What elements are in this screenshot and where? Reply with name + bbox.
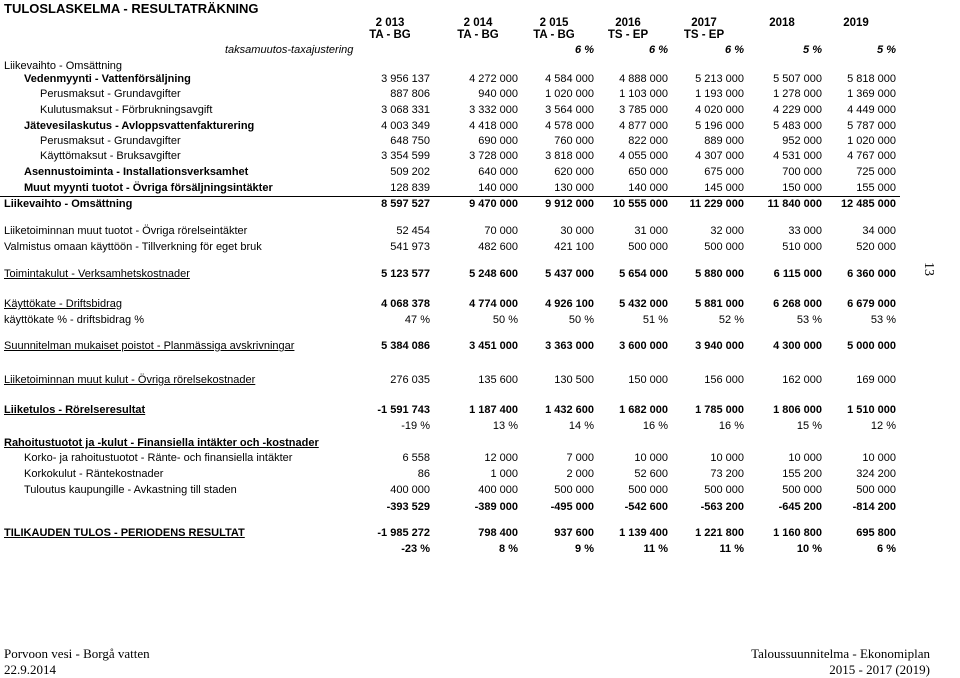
value-cell: 3 956 137 <box>381 73 430 85</box>
year-column-header <box>588 17 668 42</box>
value-cell: 3 728 000 <box>469 150 518 162</box>
value-cell: 3 564 000 <box>545 104 594 116</box>
value-cell: -814 200 <box>852 501 896 513</box>
year-column-header <box>514 17 594 42</box>
value-cell: 1 020 000 <box>545 88 594 100</box>
value-cell: 5 437 000 <box>545 268 594 280</box>
year-label: 2016 <box>615 17 641 29</box>
value-cell: 33 000 <box>788 225 822 237</box>
value-cell: -645 200 <box>778 501 822 513</box>
row-label: käyttökate % - driftsbidrag % <box>4 314 145 326</box>
value-cell: 155 000 <box>856 182 896 194</box>
value-cell: 130 000 <box>554 182 594 194</box>
value-cell: 4 068 378 <box>381 298 430 310</box>
value-cell: 725 000 <box>856 166 896 178</box>
value-cell: 14 % <box>568 420 594 432</box>
value-cell: 4 307 000 <box>695 150 744 162</box>
row-label: taksamuutos-taxajustering <box>225 44 354 56</box>
value-cell: 400 000 <box>478 484 518 496</box>
value-cell: 4 767 000 <box>847 150 896 162</box>
value-cell: 70 000 <box>484 225 518 237</box>
value-cell: 10 000 <box>788 452 822 464</box>
value-cell: 73 200 <box>710 468 744 480</box>
value-cell: 3 600 000 <box>619 340 668 352</box>
value-cell: 675 000 <box>704 166 744 178</box>
row-label: Liikevaihto - Omsättning <box>4 60 122 72</box>
value-cell: 690 000 <box>478 135 518 147</box>
value-cell: 140 000 <box>478 182 518 194</box>
value-cell: 11 % <box>719 543 744 555</box>
value-cell: 3 354 599 <box>381 150 430 162</box>
value-cell: 1 369 000 <box>847 88 896 100</box>
value-cell: 1 160 800 <box>773 527 822 539</box>
value-cell: 11 % <box>643 543 668 555</box>
value-cell: 937 600 <box>554 527 594 539</box>
value-cell: 482 600 <box>478 241 518 253</box>
year-label: 2 013 <box>375 17 405 29</box>
value-cell: 6 % <box>725 44 744 56</box>
value-cell: -393 529 <box>386 501 430 513</box>
value-cell: 5 654 000 <box>619 268 668 280</box>
value-cell: 1 139 400 <box>619 527 668 539</box>
value-cell: 500 000 <box>782 484 822 496</box>
year-label: 2017 <box>691 17 717 29</box>
value-cell: 324 200 <box>856 468 896 480</box>
plan-tag: TA - BG <box>457 29 499 41</box>
value-cell: 1 187 400 <box>469 404 518 416</box>
value-cell: 5 384 086 <box>381 340 430 352</box>
value-cell: 5 213 000 <box>695 73 744 85</box>
plan-tag: TA - BG <box>369 29 411 41</box>
plan-tag <box>742 29 822 42</box>
value-cell: 140 000 <box>628 182 668 194</box>
page-title: TULOSLASKELMA - RESULTATRÄKNING <box>4 1 259 16</box>
page-number: 13 <box>921 262 936 276</box>
value-cell: 16 % <box>642 420 668 432</box>
value-cell: 169 000 <box>856 374 896 386</box>
value-cell: -1 591 743 <box>377 404 430 416</box>
value-cell: 150 000 <box>782 182 822 194</box>
value-cell: 5 881 000 <box>695 298 744 310</box>
value-cell: 500 000 <box>704 484 744 496</box>
value-cell: 7 000 <box>566 452 594 464</box>
value-cell: 12 485 000 <box>840 198 896 210</box>
value-cell: 940 000 <box>478 88 518 100</box>
value-cell: -23 % <box>401 543 430 555</box>
value-cell: 128 839 <box>390 182 430 194</box>
row-label: Korkokulut - Räntekostnader <box>24 468 164 480</box>
value-cell: 6 % <box>575 44 594 56</box>
value-cell: 500 000 <box>704 241 744 253</box>
value-cell: 32 000 <box>710 225 744 237</box>
value-cell: 6 % <box>649 44 668 56</box>
value-cell: 8 % <box>499 543 518 555</box>
value-cell: 4 449 000 <box>847 104 896 116</box>
value-cell: 1 000 <box>490 468 518 480</box>
value-cell: 5 248 600 <box>469 268 518 280</box>
value-cell: 650 000 <box>628 166 668 178</box>
value-cell: 509 202 <box>390 166 430 178</box>
value-cell: 10 000 <box>634 452 668 464</box>
value-cell: 1 193 000 <box>695 88 744 100</box>
value-cell: 5 787 000 <box>847 120 896 132</box>
value-cell: 1 510 000 <box>847 404 896 416</box>
value-cell: 5 % <box>877 44 896 56</box>
row-label: Muut myynti tuotot - Övriga försäljningsintäkter <box>24 182 273 194</box>
value-cell: 156 000 <box>704 374 744 386</box>
value-cell: 6 360 000 <box>847 268 896 280</box>
row-label: Toimintakulut - Verksamhetskostnader <box>4 268 190 280</box>
value-cell: 4 584 000 <box>545 73 594 85</box>
value-cell: 700 000 <box>782 166 822 178</box>
value-cell: 4 003 349 <box>381 120 430 132</box>
value-cell: 6 268 000 <box>773 298 822 310</box>
year-label: 2 014 <box>463 17 493 29</box>
value-cell: 500 000 <box>856 484 896 496</box>
value-cell: 4 926 100 <box>545 298 594 310</box>
value-cell: 760 000 <box>554 135 594 147</box>
value-cell: 5 000 000 <box>847 340 896 352</box>
value-cell: -563 200 <box>700 501 744 513</box>
value-cell: 889 000 <box>704 135 744 147</box>
value-cell: 4 418 000 <box>469 120 518 132</box>
value-cell: -1 985 272 <box>377 527 430 539</box>
value-cell: 135 600 <box>478 374 518 386</box>
value-cell: 3 451 000 <box>469 340 518 352</box>
value-cell: 6 558 <box>402 452 430 464</box>
value-cell: 12 000 <box>484 452 518 464</box>
value-cell: 500 000 <box>628 484 668 496</box>
value-cell: 4 578 000 <box>545 120 594 132</box>
value-cell: 952 000 <box>782 135 822 147</box>
footer-period: 2015 - 2017 (2019) <box>829 662 930 677</box>
value-cell: 5 123 577 <box>381 268 430 280</box>
value-cell: 3 363 000 <box>545 340 594 352</box>
row-label: Vedenmyynti - Vattenförsäljning <box>24 73 191 85</box>
value-cell: 4 774 000 <box>469 298 518 310</box>
value-cell: 130 500 <box>554 374 594 386</box>
value-cell: 4 272 000 <box>469 73 518 85</box>
row-label: Suunnitelman mukaiset poistot - Planmässiga avskrivningar <box>4 340 295 352</box>
year-column-header <box>350 17 430 42</box>
row-label: Perusmaksut - Grundavgifter <box>40 135 181 147</box>
value-cell: 3 068 331 <box>381 104 430 116</box>
value-cell: 5 196 000 <box>695 120 744 132</box>
value-cell: 9 % <box>575 543 594 555</box>
value-cell: 1 278 000 <box>773 88 822 100</box>
value-cell: 162 000 <box>782 374 822 386</box>
value-cell: 34 000 <box>862 225 896 237</box>
value-cell: 1 785 000 <box>695 404 744 416</box>
value-cell: -19 % <box>401 420 430 432</box>
value-cell: 648 750 <box>390 135 430 147</box>
value-cell: 5 483 000 <box>773 120 822 132</box>
row-label: Liiketulos - Rörelseresultat <box>4 404 146 416</box>
value-cell: 6 115 000 <box>773 268 822 280</box>
value-cell: 276 035 <box>390 374 430 386</box>
value-cell: 10 000 <box>710 452 744 464</box>
plan-tag: TS - EP <box>683 29 725 41</box>
value-cell: 4 888 000 <box>619 73 668 85</box>
row-label: Liikevaihto - Omsättning <box>4 198 133 210</box>
value-cell: 3 332 000 <box>469 104 518 116</box>
value-cell: 8 597 527 <box>381 198 430 210</box>
row-label: Käyttömaksut - Bruksavgifter <box>40 150 181 162</box>
year-column-header <box>438 17 518 42</box>
value-cell: 500 000 <box>628 241 668 253</box>
value-cell: 6 679 000 <box>847 298 896 310</box>
row-label: Käyttökate - Driftsbidrag <box>4 298 122 310</box>
value-cell: 4 229 000 <box>773 104 822 116</box>
year-label: 2 015 <box>539 17 569 29</box>
year-column-header <box>664 17 744 42</box>
value-cell: 11 840 000 <box>767 198 822 210</box>
plan-tag <box>816 29 896 42</box>
row-separator <box>0 196 900 197</box>
value-cell: 5 432 000 <box>619 298 668 310</box>
value-cell: 421 100 <box>554 241 594 253</box>
row-label: Liiketoiminnan muut tuotot - Övriga rörelseintäkter <box>4 225 248 237</box>
value-cell: 155 200 <box>782 468 822 480</box>
value-cell: 3 785 000 <box>619 104 668 116</box>
value-cell: 510 000 <box>782 241 822 253</box>
row-label: Kulutusmaksut - Förbrukningsavgift <box>40 104 213 116</box>
value-cell: 52 600 <box>634 468 668 480</box>
value-cell: 145 000 <box>704 182 744 194</box>
value-cell: 31 000 <box>634 225 668 237</box>
year-column-header <box>742 17 822 42</box>
value-cell: 541 973 <box>390 241 430 253</box>
value-cell: 1 020 000 <box>847 135 896 147</box>
value-cell: 10 000 <box>862 452 896 464</box>
value-cell: -495 000 <box>550 501 594 513</box>
value-cell: 500 000 <box>554 484 594 496</box>
value-cell: 47 % <box>404 314 430 326</box>
value-cell: 798 400 <box>478 527 518 539</box>
value-cell: 53 % <box>870 314 896 326</box>
row-label: Perusmaksut - Grundavgifter <box>40 88 181 100</box>
row-label: Jätevesilaskutus - Avloppsvattenfakturering <box>24 120 255 132</box>
value-cell: 2 000 <box>566 468 594 480</box>
value-cell: 620 000 <box>554 166 594 178</box>
value-cell: 1 432 600 <box>545 404 594 416</box>
value-cell: 13 % <box>492 420 518 432</box>
year-column-header <box>816 17 896 42</box>
value-cell: 15 % <box>796 420 822 432</box>
value-cell: 30 000 <box>560 225 594 237</box>
value-cell: 887 806 <box>390 88 430 100</box>
value-cell: 5 507 000 <box>773 73 822 85</box>
value-cell: 6 % <box>877 543 896 555</box>
value-cell: 9 912 000 <box>545 198 594 210</box>
plan-tag: TA - BG <box>533 29 575 41</box>
value-cell: 4 877 000 <box>619 120 668 132</box>
row-label: Rahoitustuotot ja -kulut - Finansiella intäkter och -kostnader <box>4 437 319 449</box>
value-cell: 822 000 <box>628 135 668 147</box>
year-label: 2019 <box>843 17 869 29</box>
value-cell: 150 000 <box>628 374 668 386</box>
value-cell: 4 531 000 <box>773 150 822 162</box>
value-cell: 10 % <box>796 543 822 555</box>
value-cell: 11 229 000 <box>689 198 744 210</box>
value-cell: 3 818 000 <box>545 150 594 162</box>
value-cell: 1 103 000 <box>619 88 668 100</box>
value-cell: 5 880 000 <box>695 268 744 280</box>
value-cell: 50 % <box>568 314 594 326</box>
value-cell: 53 % <box>796 314 822 326</box>
value-cell: 1 682 000 <box>619 404 668 416</box>
value-cell: 5 818 000 <box>847 73 896 85</box>
value-cell: 5 % <box>803 44 822 56</box>
year-label: 2018 <box>769 17 795 29</box>
value-cell: 12 % <box>870 420 896 432</box>
footer-organization: Porvoon vesi - Borgå vatten <box>4 646 150 661</box>
value-cell: 4 055 000 <box>619 150 668 162</box>
value-cell: 4 300 000 <box>773 340 822 352</box>
value-cell: 3 940 000 <box>695 340 744 352</box>
row-label: Valmistus omaan käyttöön - Tillverkning för eget bruk <box>4 241 262 253</box>
plan-tag: TS - EP <box>607 29 649 41</box>
value-cell: -542 600 <box>624 501 668 513</box>
value-cell: 50 % <box>492 314 518 326</box>
value-cell: 4 020 000 <box>695 104 744 116</box>
value-cell: -389 000 <box>474 501 518 513</box>
value-cell: 400 000 <box>390 484 430 496</box>
row-label: Tuloutus kaupungille - Avkastning till staden <box>24 484 237 496</box>
value-cell: 86 <box>417 468 430 480</box>
value-cell: 695 800 <box>856 527 896 539</box>
value-cell: 9 470 000 <box>469 198 518 210</box>
value-cell: 640 000 <box>478 166 518 178</box>
value-cell: 1 221 800 <box>695 527 744 539</box>
row-label: Asennustoiminta - Installationsverksamhet <box>24 166 249 178</box>
value-cell: 16 % <box>718 420 744 432</box>
row-label: Liiketoiminnan muut kulut - Övriga rörelsekostnader <box>4 374 256 386</box>
value-cell: 10 555 000 <box>612 198 668 210</box>
value-cell: 52 454 <box>396 225 430 237</box>
footer-date: 22.9.2014 <box>4 662 56 677</box>
row-label: Korko- ja rahoitustuotot - Ränte- och finansiella intäkter <box>24 452 293 464</box>
row-label: TILIKAUDEN TULOS - PERIODENS RESULTAT <box>4 527 245 539</box>
value-cell: 52 % <box>718 314 744 326</box>
value-cell: 51 % <box>642 314 668 326</box>
value-cell: 1 806 000 <box>773 404 822 416</box>
footer-document-title: Taloussuunnitelma - Ekonomiplan <box>751 646 930 661</box>
value-cell: 520 000 <box>856 241 896 253</box>
